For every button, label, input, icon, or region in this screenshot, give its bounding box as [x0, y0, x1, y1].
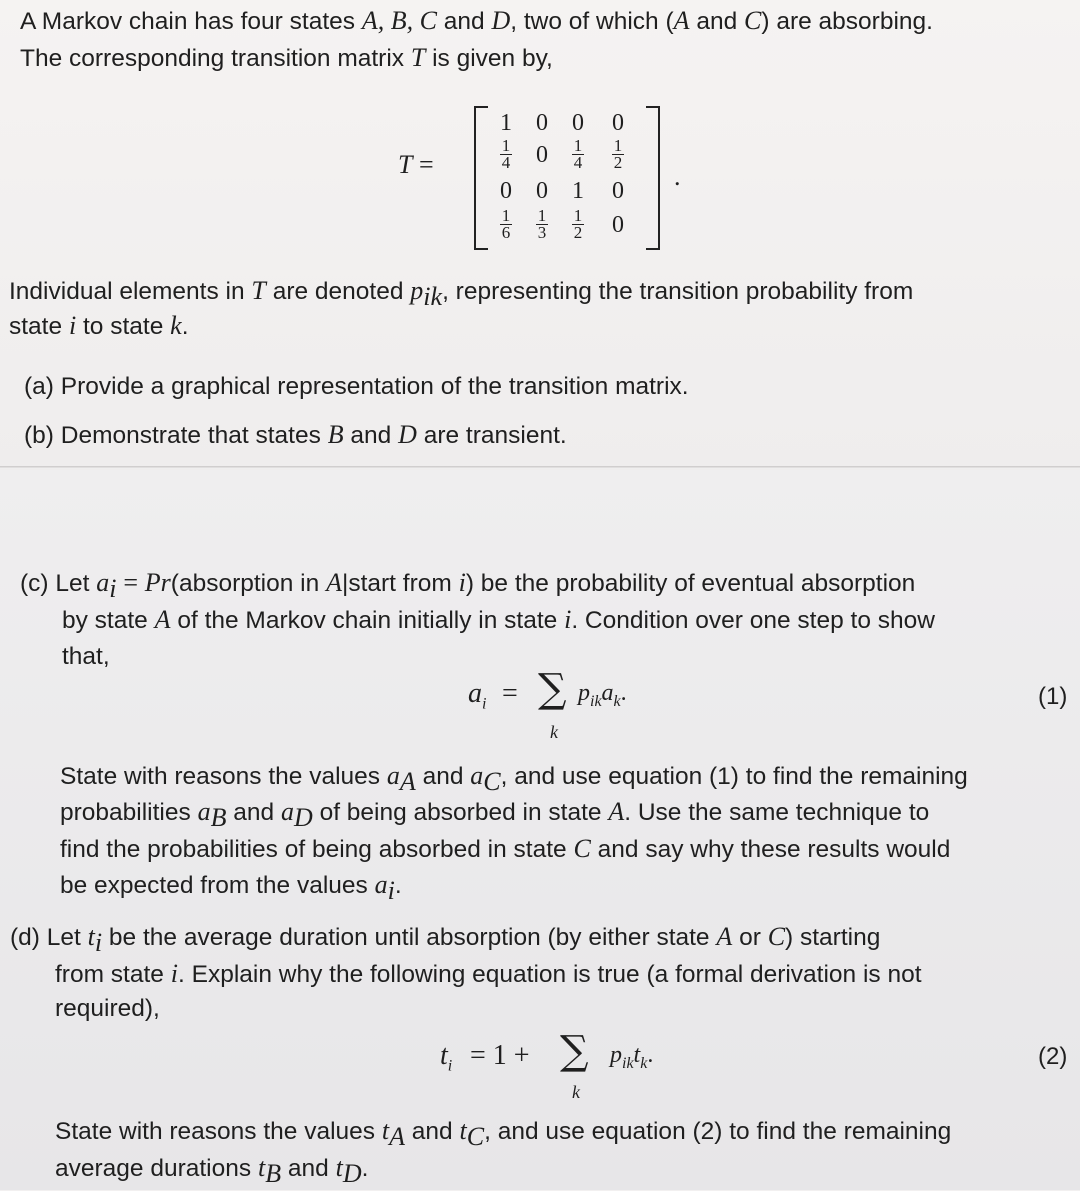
matrix-cell: $\frac{1}{3}$ [537, 206, 547, 242]
matrix-cell: 0 [612, 110, 624, 136]
matrix-cell: 0 [572, 110, 584, 136]
intro-line-1: A Markov chain has four states A, B, C and D, two of which (A and C) are absorbing. [20, 6, 933, 35]
individual-line-2: state i to state k. [9, 311, 189, 340]
individual-line-1: Individual elements in T are denoted $p_{ik}$, representing the transition probability from [9, 276, 914, 311]
right-bracket [646, 106, 660, 250]
part-c-line-1: (c) Let $a_i$ = Pr(absorption in A|start from i) be the probability of eventual absorption [20, 568, 916, 603]
intro-line-2: The corresponding transition matrix T is given by, [20, 43, 553, 72]
part-c-p2-line-1: State with reasons the values $a_A$ and $a_C$, and use equation (1) to find the remaining [60, 761, 968, 796]
matrix-cell: 1 [500, 110, 512, 136]
part-d-line-2: from state i. Explain why the following equation is true (a formal derivation is not [55, 959, 922, 988]
part-d-p2-line-2: average durations $t_B$ and $t_D$. [55, 1153, 369, 1188]
equation-number-1: (1) [1038, 683, 1068, 710]
part-d-p2-line-1: State with reasons the values $t_A$ and $t_C$, and use equation (2) to find the remaining [55, 1116, 952, 1151]
matrix-cell: $\frac{1}{6}$ [501, 206, 511, 242]
matrix-label: T = [398, 150, 434, 179]
matrix-cell: 0 [612, 212, 624, 238]
matrix-period: . [674, 162, 681, 191]
matrix-cell: 0 [536, 110, 548, 136]
matrix-cell: 0 [612, 178, 624, 204]
part-c-p2-line-2: probabilities $a_B$ and $a_D$ of being absorbed in state A. Use the same technique to [60, 797, 930, 832]
part-c-p2-line-4: be expected from the values $a_i$. [60, 870, 402, 905]
matrix-cell: 0 [536, 142, 548, 168]
left-bracket [474, 106, 488, 250]
part-c-p2-line-3: find the probabilities of being absorbed in state C and say why these results would [60, 834, 951, 863]
part-c-line-3: that, [62, 643, 110, 670]
matrix-cell: 0 [536, 178, 548, 204]
sigma-symbol: ∑ [538, 666, 567, 712]
part-b: (b) Demonstrate that states B and D are transient. [24, 420, 567, 449]
matrix-cell: $\frac{1}{4}$ [501, 136, 511, 172]
matrix-cell: 0 [500, 178, 512, 204]
part-d-line-3: required), [55, 995, 160, 1022]
transition-matrix [392, 100, 692, 250]
matrix-cell: $\frac{1}{2}$ [613, 136, 623, 172]
matrix-cell: $\frac{1}{4}$ [573, 136, 583, 172]
part-d-line-1: (d) Let $t_i$ be the average duration until absorption (by either state A or C) starting [10, 922, 881, 957]
matrix-cell: $\frac{1}{2}$ [573, 206, 583, 242]
sigma-symbol: ∑ [560, 1028, 589, 1074]
page-fold [0, 466, 1080, 469]
matrix-cell: 1 [572, 178, 584, 204]
part-c-line-2: by state A of the Markov chain initially in state i. Condition over one step to show [62, 605, 935, 634]
equation-number-2: (2) [1038, 1043, 1068, 1070]
part-a: (a) Provide a graphical representation of the transition matrix. [24, 373, 689, 400]
